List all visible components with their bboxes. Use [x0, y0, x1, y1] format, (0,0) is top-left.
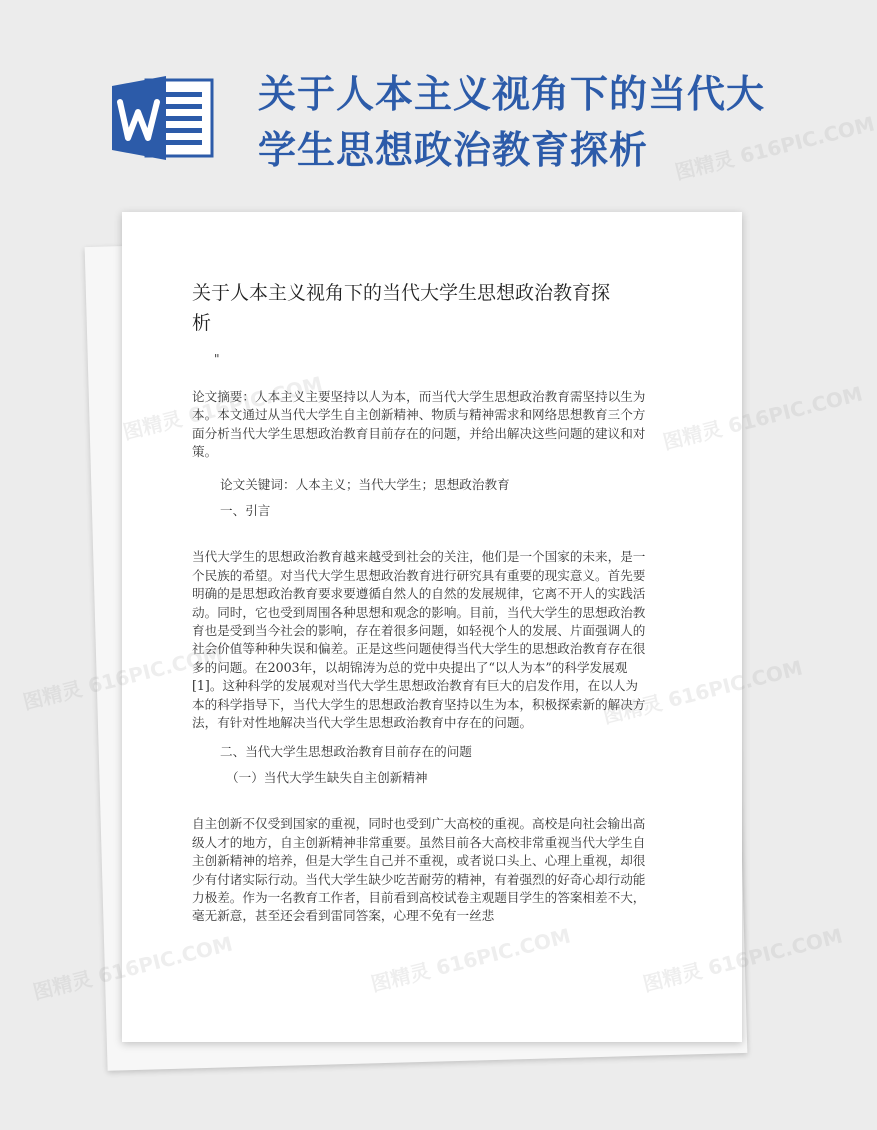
keywords-line: 论文关键词：人本主义；当代大学生；思想政治教育 — [220, 476, 510, 492]
document-title — [192, 278, 648, 338]
document-title-line-2: 析 — [192, 312, 212, 334]
watermark: 图精灵 616PIC.COM — [660, 381, 865, 455]
header-title-line-1: 关于人本主义视角下的当代大 — [258, 72, 766, 116]
document-content — [192, 278, 648, 936]
subsection-heading-innovation: （一）当代大学生缺失自主创新精神 — [226, 769, 428, 785]
section-heading-intro: 一、引言 — [220, 503, 271, 519]
document-title-line-1: 关于人本主义视角下的当代大学生思想政治教育探 — [192, 282, 611, 304]
intro-paragraph: 当代大学生的思想政治教育越来越受到社会的关注，他们是一个国家的未来，是一个民族的希望。对当代大学生思想政治教育进行研究具有重要的现实意义。首先要明确的是思想政治教育要求要遵循自然人的自然的发展规律，它离不开人的实践活动。同时，它也受到周围各种思想和观念的影响。目前，当代大学生的思想政治教育也是受到当今社会的影响，存在着很多问题，如轻视个人的发展、片面强调人的社会价值等种种失误和偏差。正是这些问题使得当代大学生的思想政治教育存在很多的问题。在2003年，以胡锦涛为总的党中央提出了“以人为本”的科学发展观[1]。这种科学的发展观对当代大学生思想政治教育有巨大的启发作用，在以人为本的科学指导下，当代大学生的思想政治教育坚持以生为本，积极探索新的解决方法，有针对性地解决当代大学生思想政治教育中存在的问题。 — [192, 549, 646, 731]
section-heading-problems: 二、当代大学生思想政治教育目前存在的问题 — [220, 743, 472, 759]
document-page — [122, 212, 742, 1042]
page-header — [0, 0, 800, 200]
watermark: 616PIC.COM — [705, 923, 845, 981]
watermark: 图精灵 616PIC.COM — [672, 111, 877, 185]
quote-mark: " — [214, 352, 220, 366]
abstract-paragraph: 论文摘要：人本主义主要坚持以人为本，而当代大学生思想政治教育需坚持以生为本。本文通过从当代大学生自主创新精神、物质与精神需求和网络思想教育三个方面分析当代大学生思想政治教育目前存在的问题，并给出解决这些问题的建议和对策。 — [192, 389, 646, 460]
header-title — [258, 66, 778, 178]
innovation-paragraph: 自主创新不仅受到国家的重视，同时也受到广大高校的重视。高校是向社会输出高级人才的地方，自主创新精神非常重要。虽然目前各大高校非常重视当代大学生自主创新精神的培养，但是大学生自己并不重视，或者说口头上、心理上重视，却很少有付诸实际行动。当代大学生缺少吃苦耐劳的精神，有着强烈的好奇心却行动能力极差。作为一名教育工作者，目前看到高校试卷主观题目学生的答案相差不大，毫无新意，甚至还会看到雷同答案，心理不免有一丝悲 — [192, 816, 646, 924]
watermark: 图精灵 — [20, 676, 85, 715]
header-title-line-2: 学生思想政治教育探析 — [258, 128, 649, 172]
watermark: 图精灵 — [30, 966, 95, 1005]
word-document-icon — [112, 72, 216, 162]
